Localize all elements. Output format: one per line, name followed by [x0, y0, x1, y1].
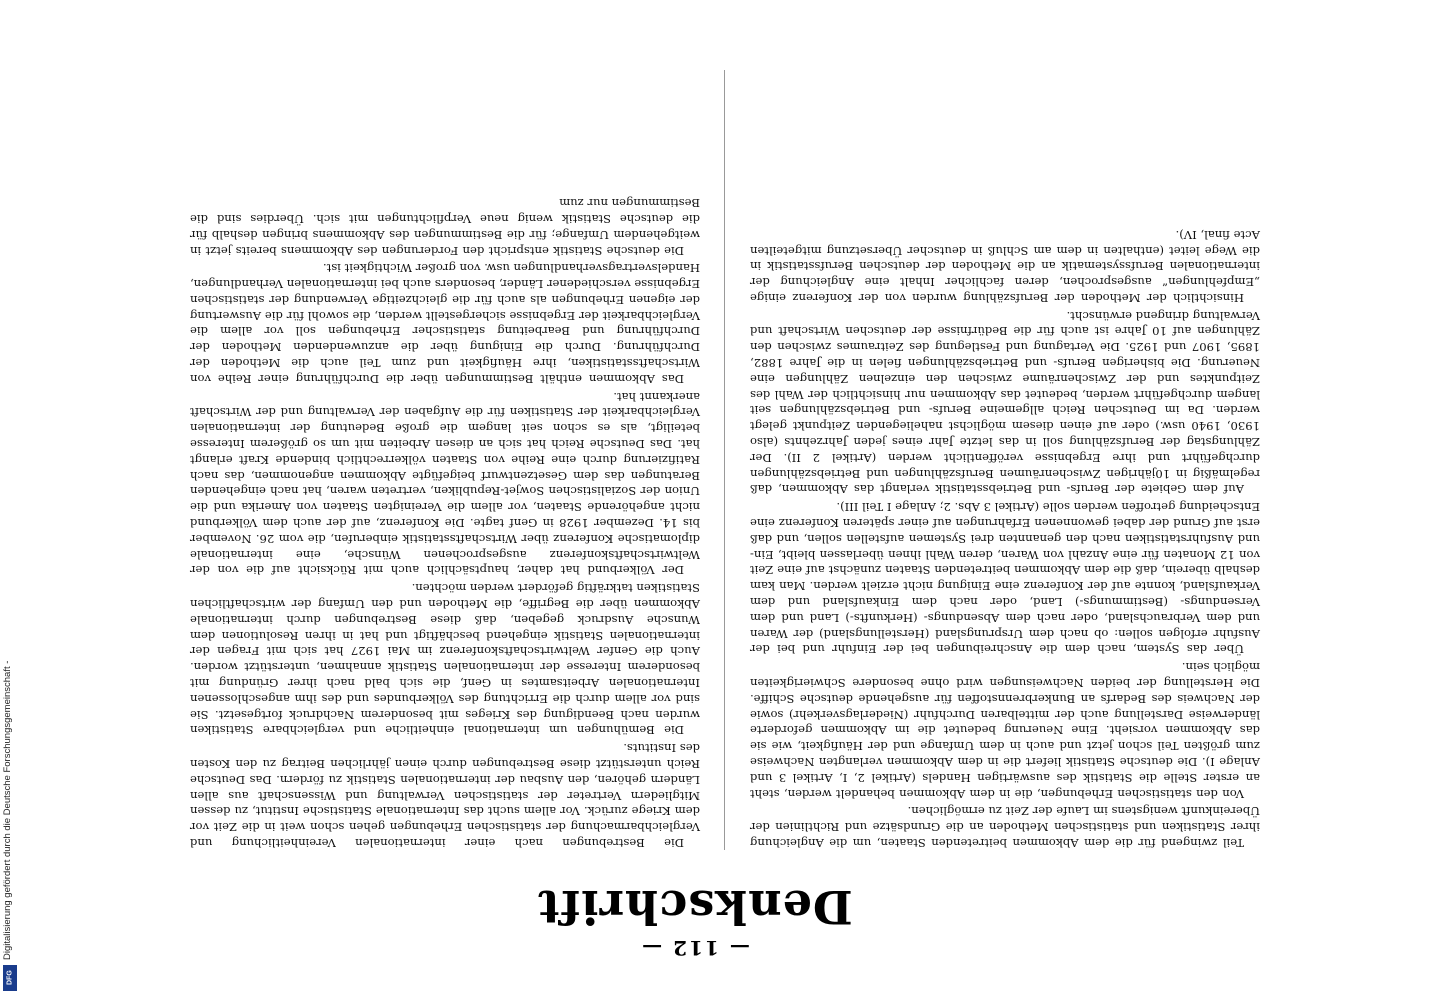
paragraph: Die Bemühungen um international einheitliche und vergleichbare Statistiken wurden nach Beendigung des Krieges mit besonderem Nachdruck fortgesetzt. Sie sind vor allem durch die Errichtung des Völkerbundes und des ihm angeschlossenen Internationalen Arbeitsamtes in Genf, die sich bald nach ihrer Gründung mit besonderem Interesse der internationalen Statistik annahmen, unterstützt worden. Auch die Genfer Weltwirtschaftskonferenz im Mai 1927 hat sich mit Fragen der internationalen Statistik eingehend beschäftigt und hat in ihren Resolutionen dem Wunsche Ausdruck gegeben, daß diese Bestrebungen durch internationale Abkommen über die Begriffe, die Methoden und den Umfang der wirtschaftlichen Statistiken tatkräftig gefördert werden möchten.: [190, 581, 700, 738]
column-divider: [724, 70, 725, 850]
paragraph: Über das System, nach dem die Anschreibungen bei der Einfuhr und bei der Ausfuhr erfolgen sollen: ob nach dem Ursprungsland (Herstellungsland) der Waren und dem Verbrauchsland, oder nach dem Absendungs- (Herkunfts-) Land und dem Versendungs- (Bestimmungs-) Land, oder nach dem Einkaufsland und dem Verkaufsland, konnte auf der Konferenz eine Einigung nicht erzielt werden. Man kam deshalb überein, daß die dem Abkommen beitretenden Staaten zunächst auf eine Zeit von 12 Monaten für eine Anzahl von Waren, deren Wahl ihnen überlassen bleibt, Ein- und Ausfuhrstatistiken nach den genannten drei Systemen aufstellen sollen, und daß erst auf Grund der dabei gewonnenen Erfahrungen auf einer späteren Konferenz eine Entscheidung getroffen werden solle (Artikel 3 Abs. 2; Anlage I Teil III).: [750, 500, 1260, 657]
paragraph: Die deutsche Statistik entspricht den Forderungen des Abkommens bereits jetzt in weitgehendem Umfange; für die Bestimmungen des Abkommens bringen deshalb für die deutsche Statistik wenig neue Verpflichtungen mit sich. Überdies sind die Bestimmungen nur zum: [190, 196, 700, 258]
dfg-logo: DFG: [3, 965, 17, 991]
paragraph: Auf dem Gebiete der Berufs- und Betriebsstatistik verlangt das Abkommen, daß regelmäßig in 10jährigen Zwischenräumen Berufszählungen und Betriebszählungen durchgeführt und ihre Ergebnisse veröffentlicht werden (Artikel 2 II). Der Zählungstag der Berufszählung soll in das letzte Jahr eines jeden Jahrzehnts (also 1930, 1940 usw.) oder auf einen diesem möglichst naheliegenden Zeitpunkt gelegt werden. Da im Deutschen Reich allgemeine Berufs- und Betriebszählungen seit langem durchgeführt werden, bedeutet das Abkommen nur hinsichtlich der Wahl des Zeitpunktes und der Zwischenräume zwischen den einzelnen Zählungen eine Neuerung. Die bisherigen Berufs- und Betriebszählungen fielen in die Jahre 1882, 1895, 1907 und 1925. Die Vertagung und Festlegung des Zeitraumes zwischen den Zählungen auf 10 Jahre ist auch für die Bedürfnisse der deutschen Wirtschaft und Verwaltung dringend erwünscht.: [750, 308, 1260, 497]
page-title: Denkschrift: [537, 880, 853, 934]
paragraph: Die Bestrebungen nach einer internationalen Vereinheitlichung und Vergleichbarmachung der statistischen Erhebungen gehen schon weit in die Zeit vor dem Kriege zurück. Vor allem sucht das Internationale Statistische Institut, zu dessen Mitgliedern Vertreter der statistischen Verwaltung und Wissenschaft aus allen Ländern gehören, den Ausbau der internationalen Statistik zu fördern. Das Deutsche Reich unterstützt diese Bestrebungen durch einen jährlichen Beitrag zu den Kosten des Instituts.: [190, 741, 700, 850]
paragraph: Das Abkommen enthält Bestimmungen über die Durchführung einer Reihe von Wirtschaftsstatistiken, ihre Häufigkeit und zum Teil auch die Methoden der Durchführung. Durch die Einigung über die anzuwendenden Methoden der Durchführung und Bearbeitung statistischer Erhebungen soll vor allem die Vergleichbarkeit der Ergebnisse sichergestellt werden, die sowohl für die Auswertung der eigenen Erhebungen als auch für die gleichzeitige Verwendung der statistischen Ergebnisse verschiedener Länder, besonders auch bei internationalen Verhandlungen, Handelsvertragsverhandlungen usw. von großer Wichtigkeit ist.: [190, 261, 700, 386]
right-column: [190, 192, 700, 850]
page-number: — 112 —: [640, 936, 750, 960]
left-column: [750, 224, 1260, 850]
digitization-credit: Digitalisierung gefördert durch die Deutsche Forschungsgemeinschaft -: [2, 660, 13, 960]
paragraph: Teil zwingend für die dem Abkommen beitretenden Staaten, um die Angleichung ihrer Statistiken und statistischen Methoden an die Grundsätze und Richtlinien der Übereinkunft wenigstens im Laufe der Zeit zu ermöglichen.: [750, 804, 1260, 850]
paragraph: Der Völkerbund hat daher, hauptsächlich auch mit Rücksicht auf die von der Weltwirtschaftskonferenz ausgesprochenen Wünsche, eine internationale diplomatische Konferenz über Wirtschaftsstatistik einberufen, die vom 26. November bis 14. Dezember 1928 in Genf tagte. Die Konferenz, auf der auch dem Völkerbund nicht angehörende Staaten, vor allem die Vereinigten Staaten von Amerika und die Union der Sozialistischen Sowjet-Republiken, vertreten waren, hat nach eingehenden Beratungen das dem Gesetzentwurf beigefügte Abkommen angenommen, das nach Ratifizierung durch eine Reihe von Staaten völkerrechtlich bindende Kraft erlangt hat. Das Deutsche Reich hat sich an diesen Arbeiten mit um so größerem Interesse beteiligt, als es schon seit langem die große Bedeutung der internationalen Vergleichbarkeit der Statistiken für die Aufgaben der Verwaltung und der Wirtschaft anerkannt hat.: [190, 389, 700, 578]
paragraph: Von den statistischen Erhebungen, die in dem Abkommen behandelt werden, steht an erster Stelle die Statistik des auswärtigen Handels (Artikel 2, I, Artikel 3 und Anlage I). Die deutsche Statistik liefert die in dem Abkommen verlangten Nachweise zum größten Teil schon jetzt und auch in dem Umfange und der Häufigkeit, wie sie das Abkommen vorsieht. Eine Neuerung bedeutet die im Abkommen geforderte länderweise Darstellung auch der mittelbaren Durchfuhr (Niederlagsverkehr) sowie der Nachweis des Bedarfs an Bunkerbrennstoffen für ausgehende deutsche Schiffe. Die Herstellung der beiden Nachweisungen wird ohne besondere Schwierigkeiten möglich sein.: [750, 660, 1260, 801]
digitization-sidebar: [0, 0, 22, 1000]
rotated-page-content: [130, 60, 1260, 960]
paragraph: Hinsichtlich der Methoden der Berufszählung wurden von der Konferenz einige „Empfehlungen“ ausgesprochen, deren fachlicher Inhalt eine Angleichung der internationalen Berufssystematik an die Methoden der deutschen Berufsstatistik in die Wege leitet (enthalten in dem am Schluß in deutscher Übersetzung mitgeteilten Acte final, IV).: [750, 227, 1260, 305]
